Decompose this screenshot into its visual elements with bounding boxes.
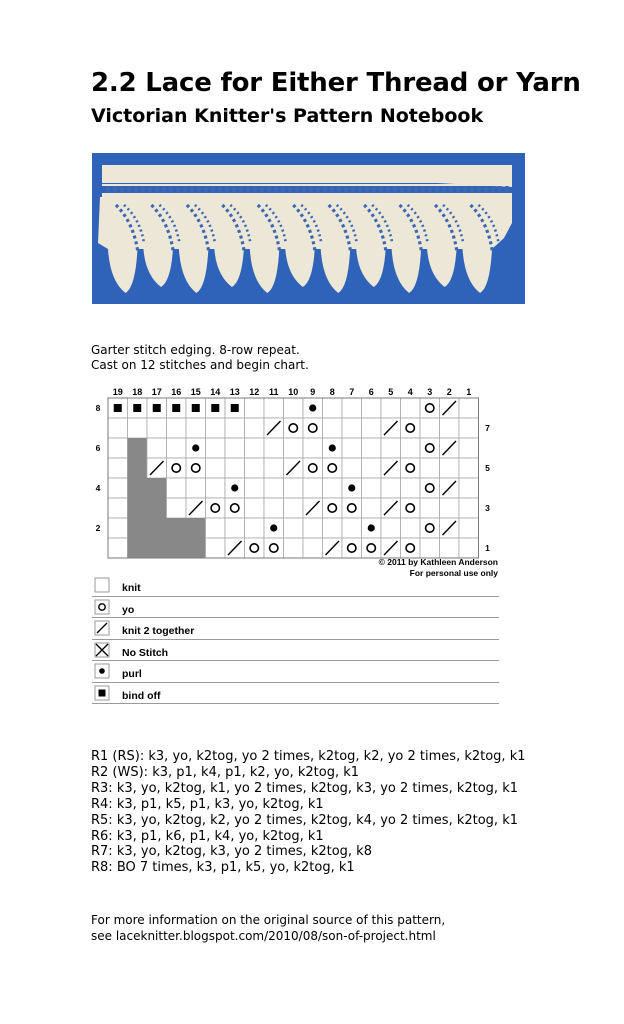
chart-cell [108, 478, 128, 498]
row-number: 1 [485, 543, 490, 553]
chart-cell [420, 478, 440, 498]
chart-cell [401, 478, 421, 498]
chart-cell [225, 458, 245, 478]
chart-cell [401, 418, 421, 438]
bind-off-symbol [172, 404, 180, 412]
purl-symbol [329, 444, 336, 451]
instruction-row: R7: k3, yo, k2tog, k3, yo 2 times, k2tog, k8 [91, 844, 372, 860]
chart-cell [303, 458, 323, 478]
chart-cell [459, 398, 479, 418]
lace-scallops [98, 197, 512, 293]
chart-cell [206, 498, 226, 518]
chart-cell [459, 418, 479, 438]
bind-off-symbol [211, 404, 219, 412]
chart-cell [459, 458, 479, 478]
no-stitch-cell [128, 518, 148, 539]
chart-cell [245, 438, 265, 458]
chart-cell [420, 418, 440, 438]
chart-cell [167, 438, 187, 458]
k2tog-icon [94, 620, 110, 636]
column-number: 4 [407, 387, 413, 397]
chart-cell [264, 498, 284, 518]
chart-cell [362, 478, 382, 498]
legend-row-k2tog [92, 618, 499, 640]
chart-cell [303, 518, 323, 538]
chart-cell [440, 538, 460, 558]
chart-cell [245, 518, 265, 538]
chart-cell [206, 518, 226, 538]
chart-cell [459, 518, 479, 538]
chart-cell [342, 498, 362, 518]
chart-cell [459, 538, 479, 558]
instruction-row: R6: k3, p1, k6, p1, k4, yo, k2tog, k1 [91, 828, 324, 844]
chart-cell [245, 398, 265, 418]
no-stitch-cell [147, 478, 167, 499]
chart-cell [108, 498, 128, 518]
legend-row-no-stitch [92, 640, 499, 662]
column-number: 3 [427, 387, 433, 397]
column-number: 15 [190, 387, 201, 397]
chart-cell [186, 458, 206, 478]
column-number: 17 [151, 387, 162, 397]
chart-cell [323, 398, 343, 418]
legend-label: No Stitch [122, 646, 169, 659]
no-stitch-cell [147, 538, 167, 559]
chart-cell [303, 438, 323, 458]
chart-cell [264, 438, 284, 458]
no-stitch-cell [147, 518, 167, 539]
knitting-chart [90, 384, 502, 563]
column-number: 11 [268, 387, 279, 397]
lace-edging-photo [92, 153, 525, 304]
column-number: 16 [171, 387, 182, 397]
chart-cell [245, 418, 265, 438]
bind-off-symbol [231, 404, 239, 412]
chart-cell [186, 478, 206, 498]
chart-cell [225, 498, 245, 518]
chart-cell [225, 518, 245, 538]
column-number: 7 [349, 387, 355, 397]
chart-cell [342, 418, 362, 438]
chart-cell [381, 398, 401, 418]
chart-cell [362, 538, 382, 558]
chart-cell [323, 518, 343, 538]
chart-cell [108, 438, 128, 458]
chart-cell [264, 458, 284, 478]
bind-off-symbol [153, 404, 161, 412]
chart-cell [245, 458, 265, 478]
lace-rib [102, 193, 512, 197]
no-stitch-cell [186, 518, 206, 539]
legend-label: knit 2 together [122, 625, 195, 638]
chart-cell [167, 418, 187, 438]
no-stitch-cell [167, 538, 187, 559]
chart-cell [401, 438, 421, 458]
chart-cell [459, 498, 479, 518]
chart-cell [284, 438, 304, 458]
chart-cell [401, 538, 421, 558]
chart-cell [284, 518, 304, 538]
chart-cell [381, 518, 401, 538]
purl-symbol [309, 404, 316, 411]
row-number: 6 [95, 443, 101, 453]
page-subtitle: Victorian Knitter's Pattern Notebook [91, 105, 484, 127]
legend-row-knit [92, 575, 499, 597]
symbol-legend [92, 575, 499, 704]
chart-cell [206, 418, 226, 438]
source-line-2: see laceknitter.blogspot.com/2010/08/son-of-project.html [91, 928, 436, 943]
chart-cell [362, 438, 382, 458]
chart-cell [264, 538, 284, 558]
chart-cell [206, 438, 226, 458]
chart-cell [362, 398, 382, 418]
chart-cell [323, 418, 343, 438]
intro-line-2: Cast on 12 stitches and begin chart. [91, 358, 309, 372]
chart-cell [108, 418, 128, 438]
instruction-row: R5: k3, yo, k2tog, k2, yo 2 times, k2tog, k4, yo 2 times, k2tog, k1 [91, 812, 519, 828]
source-line-1: For more information on the original source of this pattern, [91, 913, 446, 927]
chart-cell [459, 478, 479, 498]
chart-cell [440, 418, 460, 438]
instruction-row: R4: k3, p1, k5, p1, k3, yo, k2tog, k1 [91, 796, 324, 812]
legend-label: purl [122, 668, 142, 681]
chart-cell [420, 438, 440, 458]
lace-heading-band [437, 165, 512, 187]
column-number: 5 [388, 387, 394, 397]
no-stitch-cell [128, 438, 148, 459]
purl-symbol [270, 524, 277, 531]
chart-cell [147, 418, 167, 438]
legend-label: knit [122, 582, 141, 595]
chart-cell [401, 498, 421, 518]
purl-symbol [231, 484, 238, 491]
purl-icon [94, 663, 110, 679]
no-stitch-icon [94, 642, 110, 658]
chart-cell [264, 478, 284, 498]
yo-icon [94, 599, 110, 615]
chart-cell [342, 518, 362, 538]
chart-cell [108, 518, 128, 538]
chart-cell [362, 418, 382, 438]
copyright-line-2: For personal use only [409, 567, 498, 578]
row-number: 8 [95, 403, 101, 413]
chart-cell [342, 538, 362, 558]
source-note [91, 913, 445, 944]
chart-cell [303, 478, 323, 498]
lace-heading-band [102, 165, 437, 183]
instruction-row: R8: BO 7 times, k3, p1, k5, yo, k2tog, k1 [91, 860, 355, 876]
chart-cell [362, 498, 382, 518]
column-number: 6 [368, 387, 374, 397]
chart-cell [420, 458, 440, 478]
chart-cell [381, 478, 401, 498]
chart-cell [284, 538, 304, 558]
chart-cell [167, 458, 187, 478]
intro-text [91, 343, 309, 373]
bind-off-symbol [133, 404, 141, 412]
bind-off-icon [94, 685, 110, 701]
column-number: 1 [466, 387, 472, 397]
no-stitch-cell [128, 538, 148, 559]
chart-cell [245, 538, 265, 558]
legend-row-purl [92, 661, 499, 683]
chart-cell [264, 398, 284, 418]
row-number: 7 [485, 423, 490, 433]
row-instructions [91, 749, 526, 876]
purl-symbol [368, 524, 375, 531]
chart-cell [440, 458, 460, 478]
page-title: 2.2 Lace for Either Thread or Yarn [91, 68, 581, 98]
chart-cell [206, 538, 226, 558]
no-stitch-cell [128, 498, 148, 519]
chart-cell [401, 398, 421, 418]
chart-cell [401, 518, 421, 538]
column-number: 12 [249, 387, 260, 397]
lace-rib [102, 184, 512, 186]
chart-cell [303, 538, 323, 558]
no-stitch-cell [186, 538, 206, 559]
chart-cell [167, 478, 187, 498]
row-number: 3 [485, 503, 490, 513]
chart-cell [245, 478, 265, 498]
legend-row-yo [92, 597, 499, 619]
purl-symbol [348, 484, 355, 491]
column-number: 14 [210, 387, 221, 397]
chart-cell [284, 418, 304, 438]
chart-cell [362, 458, 382, 478]
legend-row-bind-off [92, 683, 499, 705]
legend-label: bind off [122, 689, 161, 702]
legend-label: yo [122, 603, 135, 616]
column-number: 18 [132, 387, 143, 397]
chart-cell [108, 458, 128, 478]
chart-cell [459, 438, 479, 458]
chart-cell [323, 478, 343, 498]
column-number: 10 [288, 387, 299, 397]
chart-cell [206, 458, 226, 478]
chart-cell [342, 398, 362, 418]
chart-cell [420, 398, 440, 418]
no-stitch-cell [147, 498, 167, 519]
copyright-line-1: © 2011 by Kathleen Anderson [378, 557, 498, 567]
no-stitch-cell [167, 518, 187, 539]
chart-cell [108, 538, 128, 558]
row-number: 4 [95, 483, 101, 493]
chart-cell [284, 498, 304, 518]
no-stitch-cell [128, 458, 148, 479]
chart-cell [186, 418, 206, 438]
chart-cell [420, 538, 440, 558]
chart-cell [206, 478, 226, 498]
column-number: 8 [329, 387, 335, 397]
chart-cell [381, 438, 401, 458]
instruction-row: R2 (WS): k3, p1, k4, p1, k2, yo, k2tog, k1 [91, 764, 360, 780]
row-number: 2 [95, 523, 101, 533]
column-number: 9 [310, 387, 316, 397]
chart-cell [225, 438, 245, 458]
chart-cell [167, 498, 187, 518]
column-number: 19 [112, 387, 123, 397]
bind-off-symbol [192, 404, 200, 412]
knit-icon [94, 577, 110, 593]
chart-cell [440, 498, 460, 518]
chart-cell [147, 438, 167, 458]
intro-line-1: Garter stitch edging. 8-row repeat. [91, 343, 300, 357]
chart-cell [225, 418, 245, 438]
chart-cell [420, 518, 440, 538]
chart-cell [323, 458, 343, 478]
chart-cell [401, 458, 421, 478]
bind-off-symbol [114, 404, 122, 412]
column-number: 2 [446, 387, 452, 397]
no-stitch-cell [128, 478, 148, 499]
instruction-row: R1 (RS): k3, yo, k2tog, yo 2 times, k2tog, k2, yo 2 times, k2tog, k1 [91, 749, 526, 764]
chart-cell [128, 418, 148, 438]
chart-cell [284, 478, 304, 498]
chart-cell [420, 498, 440, 518]
chart-cell [245, 498, 265, 518]
row-number: 5 [485, 463, 490, 473]
chart-cell [303, 418, 323, 438]
chart-cell [323, 498, 343, 518]
chart-cell [342, 458, 362, 478]
chart-cell [342, 438, 362, 458]
instruction-row: R3: k3, yo, k2tog, k1, yo 2 times, k2tog, k3, yo 2 times, k2tog, k1 [91, 780, 519, 796]
chart-cell [284, 398, 304, 418]
column-number: 13 [229, 387, 240, 397]
purl-symbol [192, 444, 199, 451]
